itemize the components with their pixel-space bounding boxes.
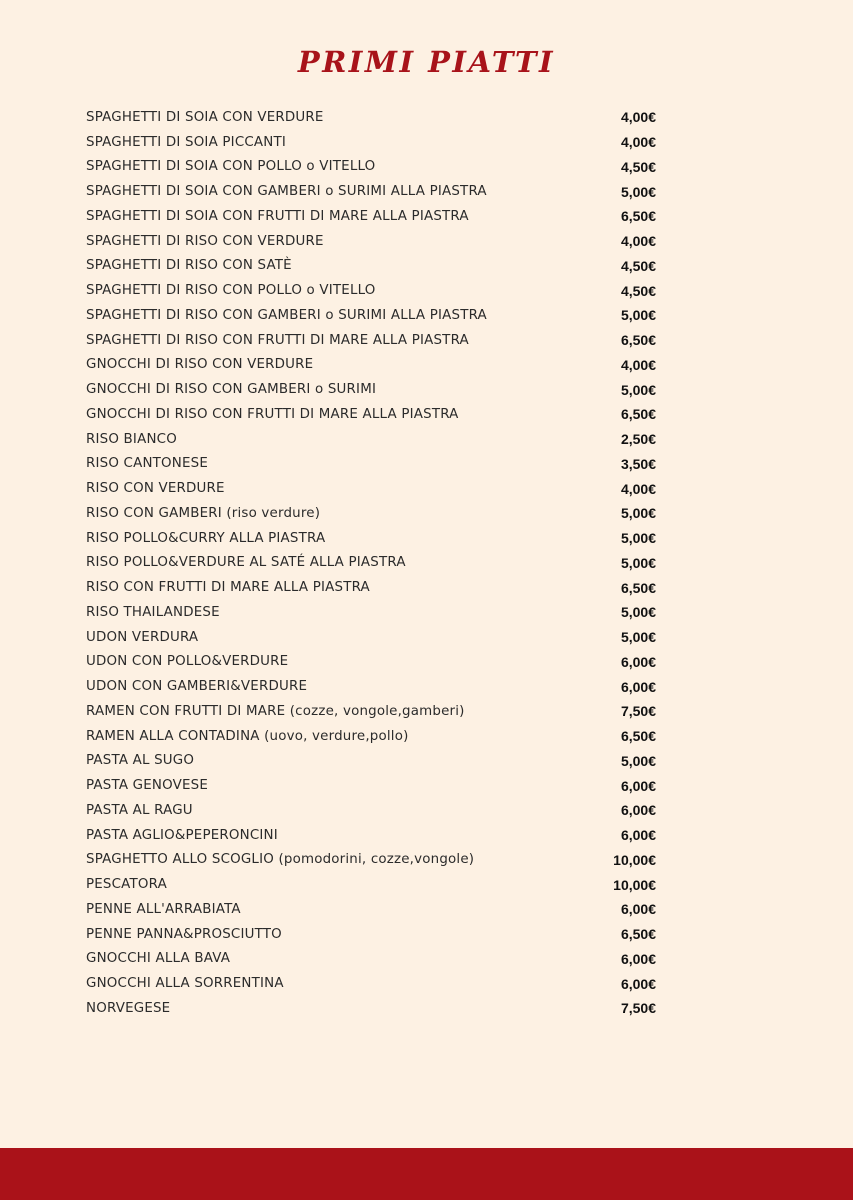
menu-item-price: 4,00€ [620,233,656,250]
menu-item-name: SPAGHETTI DI RISO CON VERDURE [86,233,324,249]
menu-item-price: 6,00€ [620,950,656,967]
menu-item-name: NORVEGESE [86,1000,171,1016]
menu-item-name: PASTA AL RAGU [86,802,193,818]
menu-item-price: 4,00€ [620,134,656,151]
menu-item [86,179,656,204]
menu-item [86,130,656,155]
menu-item [86,575,656,600]
menu-item-price: 6,50€ [620,728,656,745]
menu-item-name: PESCATORA [86,877,167,893]
footer-band [0,1148,853,1200]
menu-item [86,872,656,897]
menu-item-name: SPAGHETTI DI RISO CON SATÈ [86,258,292,274]
menu-item-name: UDON VERDURA [86,629,199,645]
menu-item [86,625,656,650]
menu-item [86,377,656,402]
menu-item-price: 4,50€ [620,257,656,274]
menu-item-name: RAMEN CON FRUTTI DI MARE (cozze, vongole,gamberi) [86,703,465,719]
menu-item-price: 6,00€ [620,827,656,844]
menu-item-price: 4,50€ [620,282,656,299]
menu-item-price: 6,00€ [620,678,656,695]
menu-item [86,476,656,501]
menu-item-name: SPAGHETTO ALLO SCOGLIO (pomodorini, cozze,vongole) [86,852,475,868]
menu-item-name: SPAGHETTI DI SOIA CON GAMBERI o SURIMI ALLA PIASTRA [86,184,487,200]
menu-item [86,922,656,947]
menu-item-name: RISO POLLO&VERDURE AL SATÉ ALLA PIASTRA [86,555,406,571]
menu-item-name: SPAGHETTI DI SOIA CON FRUTTI DI MARE ALLA PIASTRA [86,208,469,224]
menu-item-name: RISO CON FRUTTI DI MARE ALLA PIASTRA [86,580,370,596]
menu-item-price: 5,00€ [620,554,656,571]
menu-item-price: 7,50€ [620,1000,656,1017]
menu-item-name: SPAGHETTI DI SOIA PICCANTI [86,134,287,150]
menu-item [86,501,656,526]
menu-item-name: SPAGHETTI DI SOIA CON VERDURE [86,109,324,125]
menu-item-price: 4,00€ [620,480,656,497]
menu-item [86,254,656,279]
menu-item-price: 5,00€ [620,530,656,547]
menu-item-price: 5,00€ [620,505,656,522]
menu-item-name: RISO BIANCO [86,431,177,447]
menu-item [86,674,656,699]
menu-item-price: 6,00€ [620,901,656,918]
menu-item-price: 5,00€ [620,183,656,200]
menu-item-price: 4,50€ [620,158,656,175]
menu-item-price: 6,50€ [620,406,656,423]
menu-item-price: 2,50€ [620,431,656,448]
menu-item-price: 6,50€ [620,208,656,225]
menu-item-name: PASTA AGLIO&PEPERONCINI [86,827,278,843]
menu-item [86,402,656,427]
menu-item [86,724,656,749]
menu-item [86,328,656,353]
menu-item [86,823,656,848]
menu-item-price: 6,50€ [620,579,656,596]
menu-item [86,204,656,229]
menu-item-price: 6,50€ [620,926,656,943]
menu-item-price: 6,00€ [620,975,656,992]
menu-item-price: 7,50€ [620,703,656,720]
menu-item-price: 5,00€ [620,604,656,621]
menu-list [86,105,656,1021]
menu-item [86,427,656,452]
menu-item-price: 3,50€ [620,455,656,472]
menu-item [86,996,656,1021]
menu-item [86,848,656,873]
menu-item [86,699,656,724]
menu-item [86,798,656,823]
menu-item [86,278,656,303]
menu-item-price: 5,00€ [620,629,656,646]
menu-item-name: SPAGHETTI DI RISO CON GAMBERI o SURIMI ALLA PIASTRA [86,307,487,323]
menu-item-name: PASTA GENOVESE [86,778,208,794]
menu-item-name: RISO CON GAMBERI (riso verdure) [86,505,321,521]
menu-item-name: SPAGHETTI DI SOIA CON POLLO o VITELLO [86,159,376,175]
menu-item-name: UDON CON GAMBERI&VERDURE [86,679,308,695]
menu-item-price: 6,00€ [620,777,656,794]
menu-item-price: 10,00€ [613,876,656,893]
menu-item [86,773,656,798]
menu-item-name: SPAGHETTI DI RISO CON POLLO o VITELLO [86,283,376,299]
menu-item-price: 4,00€ [620,356,656,373]
menu-item [86,600,656,625]
menu-item [86,105,656,130]
menu-item [86,971,656,996]
menu-item-name: PASTA AL SUGO [86,753,195,769]
menu-item [86,353,656,378]
menu-item [86,452,656,477]
menu-item-name: UDON CON POLLO&VERDURE [86,654,289,670]
menu-item-name: RISO CANTONESE [86,456,209,472]
menu-item-price: 6,50€ [620,332,656,349]
menu-item-name: GNOCCHI ALLA BAVA [86,951,231,967]
menu-item-name: GNOCCHI DI RISO CON GAMBERI o SURIMI [86,382,377,398]
menu-item-name: PENNE PANNA&PROSCIUTTO [86,926,282,942]
menu-item-price: 10,00€ [613,851,656,868]
page-title: PRIMI PIATTI [297,45,556,79]
menu-item [86,551,656,576]
menu-item-name: RISO CON VERDURE [86,481,225,497]
menu-item [86,650,656,675]
menu-item-name: GNOCCHI ALLA SORRENTINA [86,976,284,992]
menu-item [86,155,656,180]
menu-item [86,749,656,774]
menu-item-name: GNOCCHI DI RISO CON FRUTTI DI MARE ALLA PIASTRA [86,406,459,422]
menu-item [86,947,656,972]
menu-item-name: GNOCCHI DI RISO CON VERDURE [86,357,314,373]
menu-item-name: RISO POLLO&CURRY ALLA PIASTRA [86,530,326,546]
menu-item-name: PENNE ALL'ARRABIATA [86,901,241,917]
menu-item [86,303,656,328]
menu-item-price: 5,00€ [620,752,656,769]
menu-item [86,897,656,922]
menu-item [86,526,656,551]
menu-item-price: 5,00€ [620,307,656,324]
menu-item-name: SPAGHETTI DI RISO CON FRUTTI DI MARE ALLA PIASTRA [86,332,469,348]
menu-item-price: 6,00€ [620,653,656,670]
menu-item [86,229,656,254]
menu-item-name: RISO THAILANDESE [86,604,220,620]
menu-item-price: 4,00€ [620,109,656,126]
menu-item-name: RAMEN ALLA CONTADINA (uovo, verdure,pollo) [86,728,409,744]
menu-item-price: 5,00€ [620,381,656,398]
menu-item-price: 6,00€ [620,802,656,819]
